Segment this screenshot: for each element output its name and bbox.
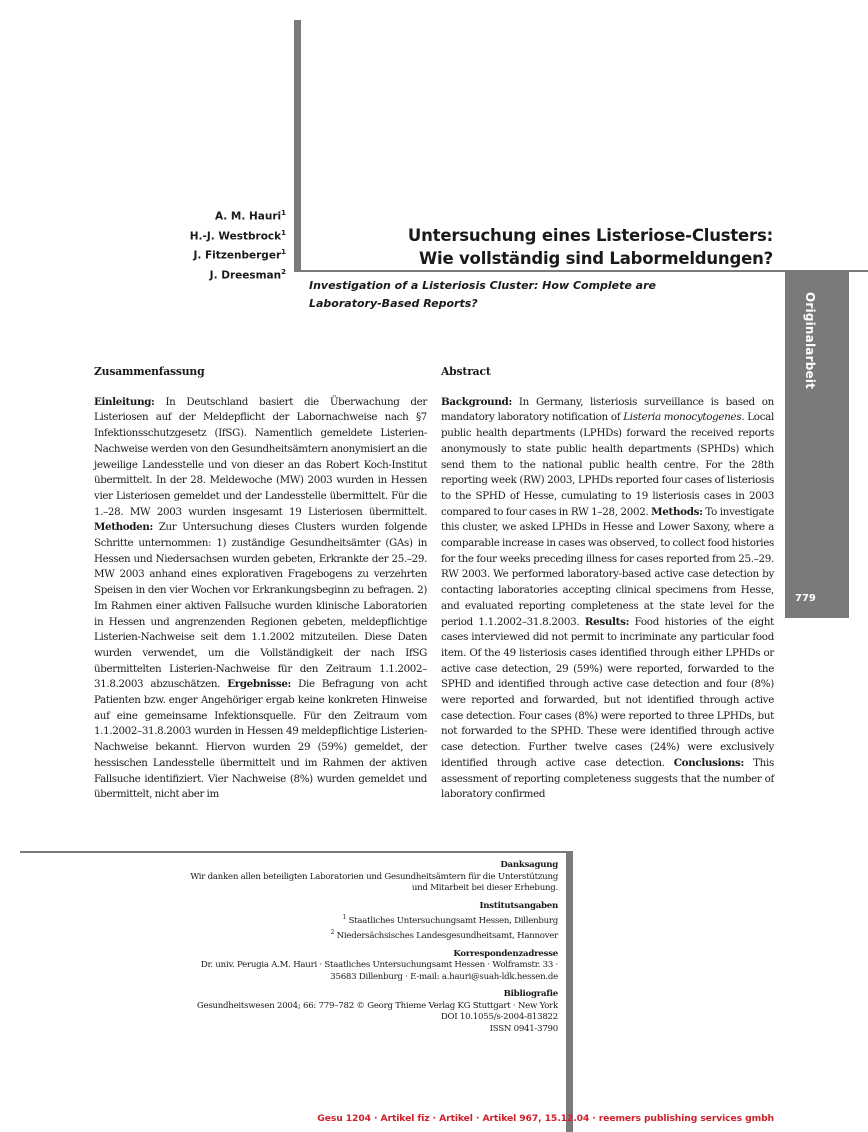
- abstract-column: [441, 364, 774, 803]
- header-vertical-rule: [294, 20, 301, 272]
- institut-line: $^2$ Niedersächsisches Landesgesundheitsamt, Hannover: [330, 929, 558, 942]
- section-side-tab: [785, 272, 849, 618]
- article-title-german: Untersuchung eines Listeriose-Clusters: Wie vollständig sind Labormeldungen?: [407, 226, 773, 268]
- author: J. Fitzenberger$^1$: [193, 248, 286, 262]
- abstract-heading: Abstract: [441, 365, 491, 378]
- danksagung-text: und Mitarbeit bei dieser Erhebung.: [411, 883, 558, 893]
- bibliografie-heading: Bibliografie: [503, 989, 558, 1000]
- info-horizontal-rule: [20, 851, 572, 853]
- korrespondenz-heading: Korrespondenzadresse: [453, 948, 558, 959]
- zusammenfassung-heading: Zusammenfassung: [94, 365, 205, 378]
- korrespondenz-line: 35683 Dillenburg · E-mail: a.hauri@suah-ldk.hessen.de: [330, 971, 558, 982]
- institut-heading: Institutsangaben: [479, 900, 558, 911]
- info-vertical-rule: [566, 851, 573, 1132]
- publisher-footer: Gesu 1204 · Artikel fiz · Artikel · Artikel 967, 15.12.04 · reemers publishing services gmbh: [317, 1113, 774, 1124]
- abstract-text: Background: In Germany, listeriosis surveillance is based on mandatory laboratory notification of Listeria monocytogenes. Local public health departments (LPHDs) forward the received reports anonymously to state public health departments (SPHDs) which send them to the national public health centre. For the 28th reporting week (RW) 2003, LPHDs reported four cases of listeriosis to the SPHD of Hesse, cumulating to 19 listeriosis cases in 2003 compared to four cases in RW 1–28, 2002. Methods: To investigate this cluster, we asked LPHDs in Hesse and Lower Saxony, where a comparable increase in cases was observed, to collect food histories for the four weeks preceding illness for cases reported from 25.–29. RW 2003. We performed laboratory-based active case detection by contacting laboratories accepting clinical specimens from Hesse, and evaluated reporting completeness at the state level for the period 1.1.2002–31.8.2003. Results: Food histories of the eight cases interviewed did not permit to incriminate any particular food item. Of the 49 listeriosis cases identified through either LPHDs or active case detection, 29 (59%) were reported, forwarded to the SPHD and identified through active case detection and four (8%) were reported and forwarded, but not identified through active case detection. Four cases (8%) were reported to three LPHDs, but not forwarded to the SPHD. These were identified through active case detection. Further twelve cases (24%) were exclusively identified through active case detection. Conclusions: This assessment of reporting completeness suggests that the number of laboratory confirmed: [441, 395, 775, 801]
- author: H.-J. Westbrock$^1$: [189, 228, 286, 242]
- bibliografie-line: Gesundheitswesen 2004; 66: 779–782 © Georg Thieme Verlag KG Stuttgart · New York: [196, 1000, 558, 1011]
- bibliografie-line: ISSN 0941-3790: [489, 1023, 558, 1034]
- author-list: [190, 205, 286, 283]
- institut-line: $^1$ Staatliches Untersuchungsamt Hessen, Dillenburg: [342, 914, 558, 926]
- zusammenfassung-column: [94, 364, 427, 803]
- author: J. Dreesman$^2$: [209, 267, 286, 281]
- danksagung-text: Wir danken allen beteiligten Laboratorien und Gesundheitsämtern für die Unterstützung: [190, 871, 558, 882]
- section-label: Originalarbeit: [803, 292, 817, 390]
- article-info-box: [140, 860, 558, 1035]
- zusammenfassung-text: Einleitung: In Deutschland basiert die Überwachung der Listeriosen auf der Meldepflicht der Labornachweise nach §7 Infektionsschutzgesetz (IfSG). Namentlich gemeldete Listerien-Nachweise werden von den Gesundheitsämtern anonymisiert an die jeweilige Landesstelle und von dieser an das Robert Koch-Institut übermittelt. In der 28. Meldewoche (MW) 2003 wurden in Hessen vier Listeriosen gemeldet und der Landesstelle übermittelt. Für die 1.–28. MW 2003 wurden insgesamt 19 Listeriosen übermittelt. Methoden: Zur Untersuchung dieses Clusters wurden folgende Schritte unternommen: 1) zuständige Gesundheitsämter (GAs) in Hessen und Niedersachsen wurden gebeten, Erkrankte der 25.–29. MW 2003 anhand eines explorativen Fragebogens zu verzehrten Speisen in den vier Wochen vor Erkrankungsbeginn zu befragen. 2) Im Rahmen einer aktiven Fallsuche wurden klinische Laboratorien in Hessen und angrenzenden Regionen gebeten, meldepflichtige Listerien-Nachweise seit dem 1.1.2002 mitzuteilen. Diese Daten wurden verwendet, um die Vollständigkeit der nach IfSG übermittelten Listerien-Nachweise für den Zeitraum 1.1.2002–31.8.2003 abzuschätzen. Ergebnisse: Die Befragung von acht Patienten bzw. enger Angehöriger ergab keine konkreten Hinweise auf eine gemeinsame Infektionsquelle. Für den Zeitraum vom 1.1.2002–31.8.2003 wurden in Hessen 49 meldepflichtige Listerien-Nachweise bekannt. Hiervon wurden 29 (59%) gemeldet, der hessischen Landesstelle übermittelt und im Rahmen der aktiven Fallsuche identifiziert. Vier Nachweise (8%) wurden gemeldet und übermittelt, nicht aber im: [94, 395, 427, 801]
- author: A. M. Hauri$^1$: [214, 209, 286, 223]
- danksagung-heading: Danksagung: [500, 860, 558, 870]
- page-number: 779: [795, 593, 816, 604]
- bibliografie-line: DOI 10.1055/s-2004-813822: [440, 1012, 558, 1023]
- title-horizontal-rule: [294, 270, 868, 272]
- korrespondenz-line: Dr. univ. Perugia A.M. Hauri · Staatliches Untersuchungsamt Hessen · Wolframstr. 33 ·: [200, 960, 558, 971]
- article-title-english: Investigation of a Listeriosis Cluster: How Complete are Laboratory-Based Reports?: [309, 279, 656, 310]
